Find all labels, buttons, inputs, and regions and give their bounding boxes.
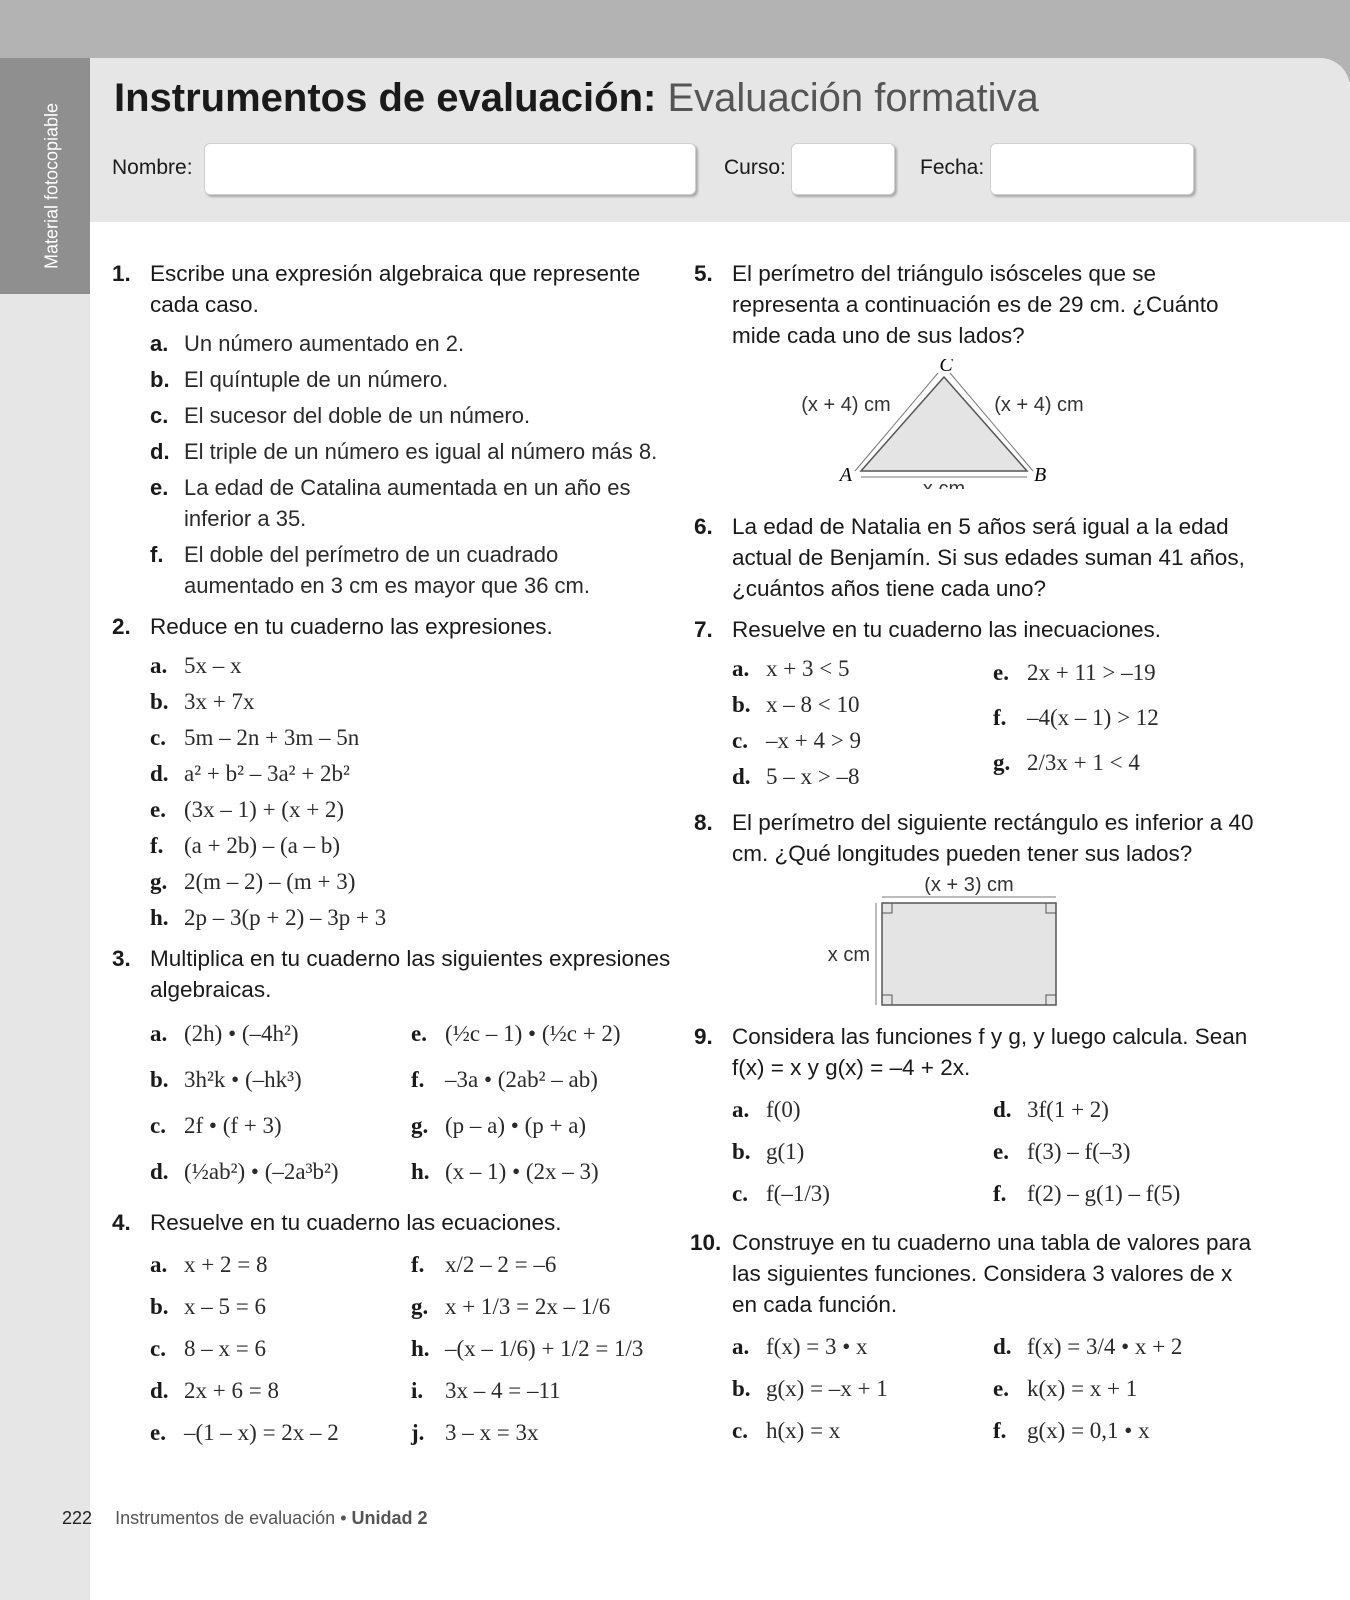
list-item: [993, 1328, 1254, 1365]
item-label: h.: [411, 1336, 430, 1361]
item-math: 3f(1 + 2): [1027, 1097, 1109, 1122]
item-math: g(x) = –x + 1: [766, 1376, 888, 1401]
list-item: [150, 1414, 411, 1451]
item-math: 8 – x = 6: [184, 1336, 266, 1361]
list-item: [993, 743, 1254, 783]
list-item: [150, 902, 672, 933]
item-text: La edad de Catalina aumentada en un año es inferior a 35.: [184, 475, 631, 531]
q7-items: [732, 653, 1254, 797]
list-item: [993, 653, 1254, 693]
question-text: Construye en tu cuaderno una tabla de valores para las siguientes funciones. Considera 3 valores de x en cada función.: [732, 1230, 1252, 1317]
item-math: –x + 4 > 9: [766, 728, 861, 753]
item-math: 2x + 11 > –19: [1027, 660, 1156, 685]
item-label: b.: [150, 1294, 169, 1319]
item-math: –4(x – 1) > 12: [1027, 705, 1159, 730]
item-text: Un número aumentado en 2.: [184, 331, 465, 356]
list-item: [150, 1372, 411, 1409]
list-item: [411, 1151, 672, 1192]
list-item: [732, 725, 993, 756]
question-2: [112, 611, 672, 642]
list-item: [150, 364, 672, 395]
item-label: b.: [732, 1139, 751, 1164]
list-item: [732, 653, 993, 684]
page-footer: [62, 1508, 428, 1529]
item-label: a.: [732, 1334, 750, 1359]
list-item: [732, 1175, 993, 1212]
list-item: [150, 650, 672, 681]
side-label: Material fotocopiable: [41, 102, 62, 270]
item-label: h.: [411, 1159, 430, 1184]
item-math: 5 – x > –8: [766, 764, 860, 789]
question-number: 3.: [112, 946, 131, 971]
question-number: 8.: [694, 810, 713, 835]
q2-items: [150, 650, 672, 933]
q3-items: [150, 1013, 672, 1197]
list-item: [150, 436, 672, 467]
item-label: f.: [993, 1418, 1007, 1443]
item-label: c.: [150, 725, 166, 750]
item-label: d.: [150, 1159, 169, 1184]
item-math: x – 5 = 6: [184, 1294, 266, 1319]
item-math: x + 1/3 = 2x – 1/6: [445, 1294, 611, 1319]
curso-field[interactable]: [791, 143, 895, 195]
item-math: a² + b² – 3a² + 2b²: [184, 761, 350, 786]
list-item: [411, 1246, 672, 1283]
item-math: f(2) – g(1) – f(5): [1027, 1181, 1181, 1206]
item-math: x – 8 < 10: [766, 692, 860, 717]
list-item: [150, 539, 672, 601]
list-item: [150, 830, 672, 861]
item-label: d.: [150, 439, 170, 464]
item-text: El doble del perímetro de un cuadrado aumentado en 3 cm es mayor que 36 cm.: [184, 542, 590, 598]
question-text: El perímetro del siguiente rectángulo es inferior a 40 cm. ¿Qué longitudes pueden tener sus lados?: [732, 810, 1254, 866]
question-text: Resuelve en tu cuaderno las inecuaciones.: [732, 617, 1162, 642]
question-3: [112, 943, 672, 1005]
item-label: i.: [411, 1378, 424, 1403]
item-label: a.: [150, 331, 169, 356]
footer-text: Instrumentos de evaluación •: [115, 1508, 347, 1528]
list-item: [150, 1013, 411, 1054]
list-item: [993, 698, 1254, 738]
item-label: d.: [150, 761, 169, 786]
list-item: [732, 1091, 993, 1128]
item-label: g.: [411, 1294, 429, 1319]
title-bold: Instrumentos de evaluación:: [114, 76, 657, 120]
item-math: x/2 – 2 = –6: [445, 1252, 557, 1277]
item-math: f(x) = 3/4 • x + 2: [1027, 1334, 1183, 1359]
question-number: 6.: [694, 514, 713, 539]
question-1: [112, 258, 672, 320]
base-label: x cm: [922, 478, 966, 489]
title-light: Evaluación formativa: [667, 76, 1039, 120]
item-label: c.: [732, 1181, 748, 1206]
vertex-b: B: [1034, 464, 1047, 486]
question-number: 2.: [112, 614, 131, 639]
question-9: [694, 1021, 1254, 1083]
item-math: g(1): [766, 1139, 805, 1164]
list-item: [150, 1288, 411, 1325]
item-text: El sucesor del doble de un número.: [184, 403, 531, 428]
item-label: a.: [732, 1097, 750, 1122]
question-text: Escribe una expresión algebraica que represente cada caso.: [150, 261, 641, 317]
list-item: [993, 1175, 1254, 1212]
question-text: Considera las funciones f y g, y luego calcula. Sean f(x) = x y g(x) = –4 + 2x.: [732, 1024, 1248, 1080]
item-label: h.: [150, 905, 169, 930]
item-math: (2h) • (–4h²): [184, 1021, 299, 1046]
list-item: [411, 1414, 672, 1451]
question-text: La edad de Natalia en 5 años será igual a la edad actual de Benjamín. Si sus edades suman 41 años, ¿cuántos años tiene cada uno?: [732, 514, 1245, 601]
question-5: [694, 258, 1254, 351]
item-label: g.: [993, 750, 1011, 775]
item-label: b.: [732, 1376, 751, 1401]
rectangle-figure: [694, 877, 1254, 1007]
q9-items: [732, 1091, 1254, 1217]
item-label: g.: [411, 1113, 429, 1138]
fecha-label: Fecha:: [920, 156, 985, 179]
item-math: h(x) = x: [766, 1418, 841, 1443]
item-math: g(x) = 0,1 • x: [1027, 1418, 1150, 1443]
right-side-label: (x + 4) cm: [994, 394, 1084, 416]
item-label: b.: [150, 689, 169, 714]
item-label: f.: [993, 705, 1007, 730]
item-math: (p – a) • (p + a): [445, 1113, 587, 1138]
list-item: [411, 1330, 672, 1367]
item-label: f.: [411, 1067, 425, 1092]
question-4: [112, 1207, 672, 1238]
item-math: 3 – x = 3x: [445, 1420, 539, 1445]
question-text: Reduce en tu cuaderno las expresiones.: [150, 614, 553, 639]
list-item: [993, 1412, 1254, 1449]
item-text: El quíntuple de un número.: [184, 367, 449, 392]
item-label: c.: [150, 1336, 166, 1361]
item-label: e.: [993, 1139, 1009, 1164]
item-math: x + 3 < 5: [766, 656, 850, 681]
question-text: Resuelve en tu cuaderno las ecuaciones.: [150, 1210, 562, 1235]
item-text: El triple de un número es igual al número más 8.: [184, 439, 658, 464]
page-number: 222: [62, 1508, 93, 1528]
item-label: f.: [150, 833, 164, 858]
item-label: b.: [732, 692, 751, 717]
question-7: [694, 614, 1254, 645]
list-item: [150, 472, 672, 534]
item-math: f(x) = 3 • x: [766, 1334, 868, 1359]
list-item: [150, 1246, 411, 1283]
item-math: 5x – x: [184, 653, 242, 678]
list-item: [411, 1288, 672, 1325]
question-number: 9.: [694, 1024, 713, 1049]
question-6: [694, 511, 1254, 604]
list-item: [150, 400, 672, 431]
curso-label: Curso:: [724, 156, 786, 179]
left-column: [112, 258, 672, 1466]
question-number: 7.: [694, 617, 713, 642]
vertex-a: A: [839, 464, 852, 486]
fecha-field[interactable]: [990, 143, 1194, 195]
item-label: f.: [150, 542, 164, 567]
triangle-shape: [861, 377, 1027, 471]
item-math: 3x + 7x: [184, 689, 255, 714]
list-item: [150, 1330, 411, 1367]
item-label: d.: [150, 1378, 169, 1403]
item-math: 2f • (f + 3): [184, 1113, 282, 1138]
list-item: [150, 794, 672, 825]
list-item: [150, 328, 672, 359]
list-item: [732, 1328, 993, 1365]
list-item: [150, 866, 672, 897]
item-label: c.: [732, 1418, 748, 1443]
list-item: [150, 722, 672, 753]
list-item: [150, 686, 672, 717]
right-column: [690, 258, 1254, 1464]
item-math: 3x – 4 = –11: [445, 1378, 561, 1403]
list-item: [732, 1133, 993, 1170]
question-10: [690, 1227, 1254, 1320]
item-math: (½c – 1) • (½c + 2): [445, 1021, 621, 1046]
item-label: a.: [150, 653, 168, 678]
item-math: k(x) = x + 1: [1027, 1376, 1138, 1401]
q10-items: [732, 1328, 1254, 1454]
list-item: [993, 1133, 1254, 1170]
item-math: (a + 2b) – (a – b): [184, 833, 341, 858]
question-number: 10.: [690, 1230, 722, 1255]
item-label: f.: [411, 1252, 425, 1277]
item-math: f(0): [766, 1097, 801, 1122]
item-label: d.: [732, 764, 751, 789]
item-math: (x – 1) • (2x – 3): [445, 1159, 599, 1184]
item-math: (½ab²) • (–2a³b²): [184, 1159, 339, 1184]
vertex-c: C: [939, 359, 953, 376]
item-math: x + 2 = 8: [184, 1252, 268, 1277]
item-label: c.: [150, 403, 169, 428]
question-number: 4.: [112, 1210, 131, 1235]
item-label: e.: [150, 475, 169, 500]
item-label: a.: [150, 1021, 168, 1046]
item-math: 3h²k • (–hk³): [184, 1067, 302, 1092]
question-text: Multiplica en tu cuaderno las siguientes expresiones algebraicas.: [150, 946, 671, 1002]
item-label: a.: [150, 1252, 168, 1277]
q1-items: [150, 328, 672, 601]
item-label: d.: [993, 1097, 1012, 1122]
item-math: 2/3x + 1 < 4: [1027, 750, 1140, 775]
list-item: [411, 1059, 672, 1100]
list-item: [150, 1059, 411, 1100]
question-text: El perímetro del triángulo isósceles que se representa a continuación es de 29 cm. ¿Cuánto mide cada uno de sus lados?: [732, 261, 1219, 348]
list-item: [732, 1412, 993, 1449]
item-math: –(x – 1/6) + 1/2 = 1/3: [445, 1336, 644, 1361]
item-math: –(1 – x) = 2x – 2: [184, 1420, 339, 1445]
list-item: [732, 689, 993, 720]
footer-unit: Unidad 2: [351, 1508, 428, 1528]
list-item: [993, 1370, 1254, 1407]
page-title: [114, 76, 1039, 121]
rectangle-shape: [882, 903, 1056, 1005]
item-label: c.: [150, 1113, 166, 1138]
item-label: e.: [411, 1021, 427, 1046]
list-item: [411, 1013, 672, 1054]
item-math: –3a • (2ab² – ab): [445, 1067, 598, 1092]
item-label: c.: [732, 728, 748, 753]
q4-items: [150, 1246, 672, 1456]
triangle-diagram: [694, 359, 1254, 489]
triangle-figure: [694, 359, 1254, 489]
question-number: 1.: [112, 261, 131, 286]
list-item: [732, 1370, 993, 1407]
item-label: e.: [150, 1420, 166, 1445]
list-item: [150, 1105, 411, 1146]
item-math: 5m – 2n + 3m – 5n: [184, 725, 360, 750]
list-item: [411, 1105, 672, 1146]
list-item: [993, 1091, 1254, 1128]
item-label: g.: [150, 869, 168, 894]
question-8: [694, 807, 1254, 869]
item-label: d.: [993, 1334, 1012, 1359]
item-math: 2(m – 2) – (m + 3): [184, 869, 356, 894]
item-math: 2x + 6 = 8: [184, 1378, 279, 1403]
side-label: x cm: [827, 944, 870, 966]
item-label: b.: [150, 1067, 169, 1092]
nombre-label: Nombre:: [112, 156, 193, 179]
item-math: 2p – 3(p + 2) – 3p + 3: [184, 905, 387, 930]
list-item: [150, 1151, 411, 1192]
question-number: 5.: [694, 261, 713, 286]
nombre-field[interactable]: [204, 143, 696, 195]
item-label: b.: [150, 367, 170, 392]
item-label: e.: [993, 660, 1009, 685]
list-item: [732, 761, 993, 792]
item-label: f.: [993, 1181, 1007, 1206]
list-item: [150, 758, 672, 789]
left-side-label: (x + 4) cm: [801, 394, 891, 416]
item-label: a.: [732, 656, 750, 681]
item-math: f(–1/3): [766, 1181, 830, 1206]
item-label: j.: [411, 1420, 425, 1445]
item-label: e.: [993, 1376, 1009, 1401]
item-label: e.: [150, 797, 166, 822]
item-math: f(3) – f(–3): [1027, 1139, 1131, 1164]
rectangle-diagram: [694, 877, 1254, 1007]
list-item: [411, 1372, 672, 1409]
top-label: (x + 3) cm: [924, 877, 1014, 896]
item-math: (3x – 1) + (x + 2): [184, 797, 345, 822]
